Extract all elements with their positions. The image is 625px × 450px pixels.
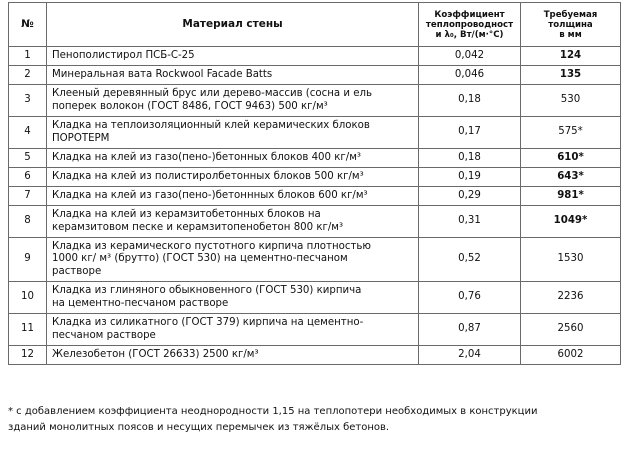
row-thickness: 530 bbox=[521, 85, 621, 117]
row-material-line: Железобетон (ГОСТ 26633) 2500 кг/м³ bbox=[52, 348, 259, 360]
row-thickness: 2560 bbox=[521, 314, 621, 346]
table-row bbox=[9, 117, 621, 149]
header-coefficient-line: Коэффициент bbox=[434, 9, 505, 20]
header-number: № bbox=[9, 3, 47, 47]
row-material-line: Минеральная вата Rockwool Facade Batts bbox=[52, 68, 273, 80]
row-material bbox=[47, 206, 419, 238]
row-material-line: керамзитовом песке и керамзитопенобетон 800 кг/м³ bbox=[52, 221, 344, 233]
row-material-line: Кладка на теплоизоляционный клей керамических блоков bbox=[52, 120, 370, 132]
table-row bbox=[9, 238, 621, 282]
row-material bbox=[47, 149, 419, 168]
row-material-line: Кладка на клей из газо(пено-)бетонных блоков 400 кг/м³ bbox=[52, 151, 361, 163]
row-coefficient: 0,17 bbox=[419, 117, 521, 149]
row-material-line: Кладка из керамического пустотного кирпича плотностью bbox=[52, 240, 371, 252]
header-coefficient bbox=[419, 3, 521, 47]
table-row bbox=[9, 346, 621, 365]
row-number: 11 bbox=[9, 314, 47, 346]
row-coefficient: 0,29 bbox=[419, 187, 521, 206]
row-material-line: растворе bbox=[52, 265, 102, 277]
row-thickness: 981* bbox=[521, 187, 621, 206]
table-row bbox=[9, 282, 621, 314]
row-material-line: песчаном растворе bbox=[52, 329, 156, 341]
row-coefficient: 0,19 bbox=[419, 168, 521, 187]
header-thickness-line: Требуемая bbox=[543, 9, 598, 20]
table-row bbox=[9, 314, 621, 346]
row-number: 12 bbox=[9, 346, 47, 365]
row-thickness: 124 bbox=[521, 47, 621, 66]
row-thickness: 1049* bbox=[521, 206, 621, 238]
table-row bbox=[9, 66, 621, 85]
row-material-line: Кладка из глиняного обыкновенного (ГОСТ 530) кирпича bbox=[52, 285, 362, 297]
row-number: 7 bbox=[9, 187, 47, 206]
row-material-line: Пенополистирол ПСБ-С-25 bbox=[52, 49, 195, 61]
row-material bbox=[47, 238, 419, 282]
row-material-line: Клееный деревянный брус или дерево-массив (сосна и ель bbox=[52, 88, 373, 100]
row-material-line: поперек волокон (ГОСТ 8486, ГОСТ 9463) 500 кг/м³ bbox=[52, 100, 328, 112]
row-coefficient: 0,18 bbox=[419, 149, 521, 168]
row-material-line: Кладка на клей из газо(пено-)бетоннных блоков 600 кг/м³ bbox=[52, 189, 368, 201]
table-row bbox=[9, 149, 621, 168]
footnote-line: * с добавлением коэффициента неоднородности 1,15 на теплопотери необходимых в конструкции bbox=[8, 406, 538, 417]
row-thickness: 2236 bbox=[521, 282, 621, 314]
row-coefficient: 0,18 bbox=[419, 85, 521, 117]
row-material bbox=[47, 168, 419, 187]
table-row bbox=[9, 206, 621, 238]
row-thickness: 6002 bbox=[521, 346, 621, 365]
table-wrapper bbox=[8, 2, 620, 365]
row-material-line: 1000 кг/ м³ (брутто) (ГОСТ 530) на цементно-песчаном bbox=[52, 253, 348, 265]
row-material bbox=[47, 346, 419, 365]
row-coefficient: 2,04 bbox=[419, 346, 521, 365]
row-material bbox=[47, 117, 419, 149]
row-thickness: 643* bbox=[521, 168, 621, 187]
row-material bbox=[47, 187, 419, 206]
row-coefficient: 0,31 bbox=[419, 206, 521, 238]
row-material bbox=[47, 85, 419, 117]
row-material-line: на цементно-песчаном растворе bbox=[52, 297, 229, 309]
row-number: 4 bbox=[9, 117, 47, 149]
row-thickness: 610* bbox=[521, 149, 621, 168]
row-thickness: 1530 bbox=[521, 238, 621, 282]
header-coefficient-line: и λ₀, Вт/(м·°С) bbox=[435, 29, 504, 40]
row-coefficient: 0,042 bbox=[419, 47, 521, 66]
footnote bbox=[8, 404, 620, 436]
header-thickness-line: толщина bbox=[548, 19, 593, 30]
header-coefficient-line: теплопроводност bbox=[425, 19, 514, 30]
row-number: 5 bbox=[9, 149, 47, 168]
row-coefficient: 0,87 bbox=[419, 314, 521, 346]
row-material bbox=[47, 314, 419, 346]
row-coefficient: 0,046 bbox=[419, 66, 521, 85]
header-thickness-line: в мм bbox=[559, 29, 582, 40]
row-material-line: Кладка на клей из керамзитобетонных блоков на bbox=[52, 209, 321, 221]
row-material-line: Кладка из силикатного (ГОСТ 379) кирпича на цементно- bbox=[52, 317, 364, 329]
row-number: 3 bbox=[9, 85, 47, 117]
row-material bbox=[47, 282, 419, 314]
row-material bbox=[47, 66, 419, 85]
table-row bbox=[9, 85, 621, 117]
footnote-line: зданий монолитных поясов и несущих перемычек из тяжёлых бетонов. bbox=[8, 422, 390, 433]
table-body bbox=[9, 47, 621, 365]
row-coefficient: 0,52 bbox=[419, 238, 521, 282]
table-row bbox=[9, 187, 621, 206]
row-number: 10 bbox=[9, 282, 47, 314]
row-number: 8 bbox=[9, 206, 47, 238]
row-material-line: ПОРОТЕРМ bbox=[52, 132, 110, 144]
row-number: 1 bbox=[9, 47, 47, 66]
wall-materials-table bbox=[8, 2, 621, 365]
row-thickness: 135 bbox=[521, 66, 621, 85]
table-row bbox=[9, 47, 621, 66]
header-row bbox=[9, 3, 621, 47]
header-thickness bbox=[521, 3, 621, 47]
row-coefficient: 0,76 bbox=[419, 282, 521, 314]
row-material bbox=[47, 47, 419, 66]
row-number: 9 bbox=[9, 238, 47, 282]
header-material: Материал стены bbox=[47, 3, 419, 47]
row-number: 6 bbox=[9, 168, 47, 187]
row-thickness: 575* bbox=[521, 117, 621, 149]
table-row bbox=[9, 168, 621, 187]
row-number: 2 bbox=[9, 66, 47, 85]
row-material-line: Кладка на клей из полистиролбетонных блоков 500 кг/м³ bbox=[52, 170, 364, 182]
